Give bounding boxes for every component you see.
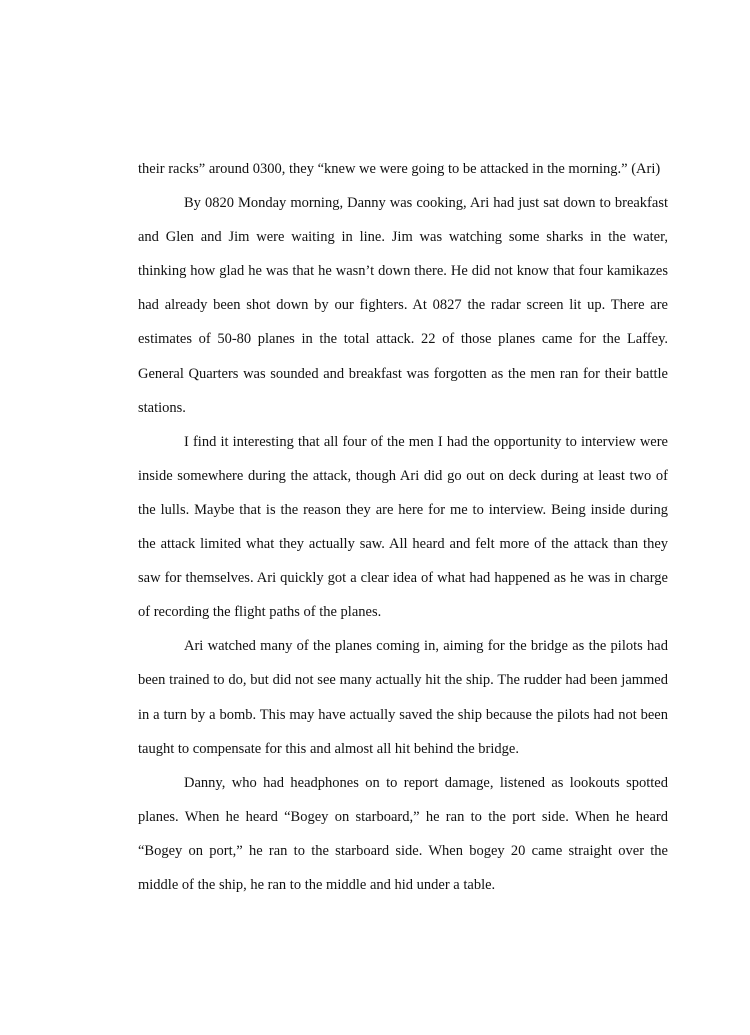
- paragraph-1-continuation: their racks” around 0300, they “knew we were going to be attacked in the morning.” (Ari): [138, 161, 661, 177]
- paragraph-5: Danny, who had headphones on to report damage, listened as lookouts spotted planes. When he heard “Bogey on starboard,” he ran to the port side. When he heard “Bogey on port,” he ran to the starboard side. When bogey 20 came straight over the middle of the ship, he ran to the middle and hid under a table.: [138, 774, 668, 893]
- paragraph-2: By 0820 Monday morning, Danny was cooking, Ari had just sat down to breakfast and Glen and Jim were waiting in line. Jim was watching some sharks in the water, thinking how glad he was that he wasn’t down there. He did not know that four kamikazes had already been shot down by our fighters. At 0827 the radar screen lit up. There are estimates of 50-80 planes in the total attack. 22 of those planes came for the Laffey. General Quarters was sounded and breakfast was forgotten as the men ran for their battle stations.: [138, 195, 668, 416]
- paragraph-4: Ari watched many of the planes coming in, aiming for the bridge as the pilots had been trained to do, but did not see many actually hit the ship. The rudder had been jammed in a turn by a bomb. This may have actually saved the ship because the pilots had not been taught to compensate for this and almost all hit behind the bridge.: [138, 638, 668, 757]
- body-text: [138, 152, 668, 902]
- paragraph-3: I find it interesting that all four of the men I had the opportunity to interview were inside somewhere during the attack, though Ari did go out on deck during at least two of the lulls. Maybe that is the reason they are here for me to interview. Being inside during the attack limited what they actually saw. All heard and felt more of the attack than they saw for themselves. Ari quickly got a clear idea of what had happened as he was in charge of recording the flight paths of the planes.: [138, 433, 668, 621]
